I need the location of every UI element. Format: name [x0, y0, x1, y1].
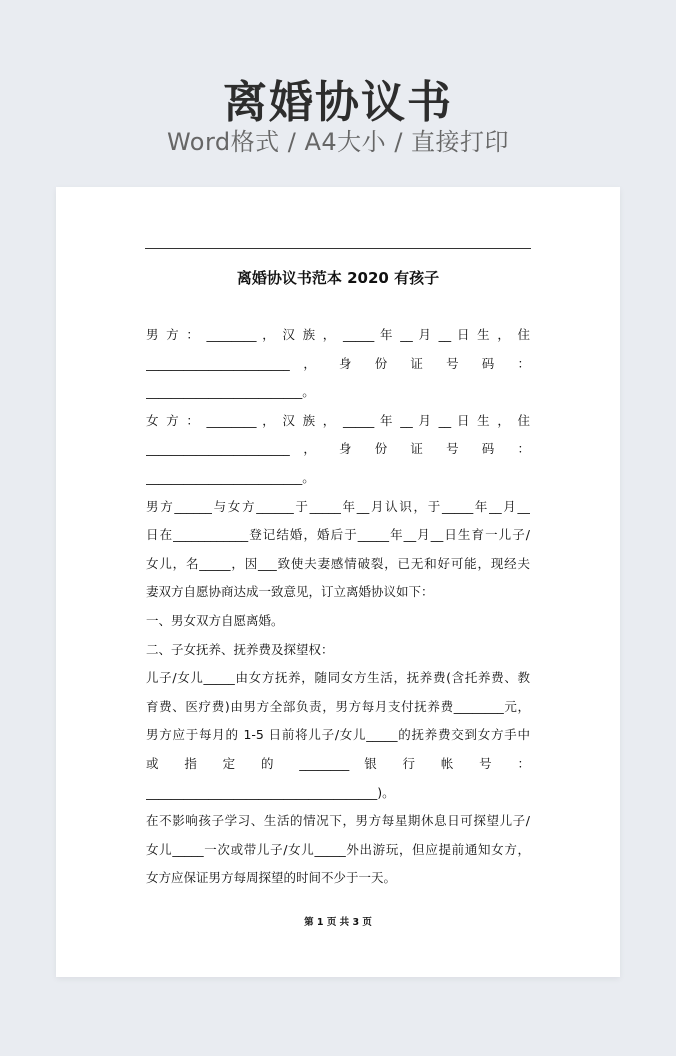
body-line: 女儿，名_____，因___致使夫妻感情破裂，已无和好可能，现经夫: [146, 555, 530, 571]
poster-title: 离婚协议书: [223, 77, 453, 128]
body-line: 女方应保证男方每周探望的时间不少于一天。: [146, 870, 397, 886]
body-line: 妻双方自愿协商达成一致意见，订立离婚协议如下：: [146, 584, 434, 600]
body-line: _______________________ ， 身 份 证 号 码 ：: [146, 355, 530, 371]
body-line: 女儿_____一次或带儿子/女儿_____外出游玩，但应提前通知女方，: [146, 841, 530, 857]
body-line: 育费、医疗费)由男方全部负责，男方每月支付抚养费________元，: [146, 698, 530, 714]
body-line: _____________________________________)。: [146, 784, 395, 800]
body-line: 一、男女双方自愿离婚。: [146, 612, 284, 628]
body-line: 女 方 ： ________ ， 汉 族 ， _____ 年 __ 月 __ 日 生 ， 住: [146, 412, 530, 428]
body-line: _________________________。: [146, 469, 315, 485]
body-line: 二、子女抚养、抚养费及探望权：: [146, 641, 334, 657]
document-title: 离婚协议书范本 2020 有孩子: [236, 269, 440, 287]
body-line: 男方______与女方______于_____年__月认识，于_____年__月__: [146, 498, 530, 514]
body-line: _________________________。: [146, 384, 315, 400]
poster-subtitle: Word格式 / A4大小 / 直接打印: [166, 128, 510, 156]
body-line: _______________________ ， 身 份 证 号 码 ：: [146, 441, 530, 457]
page-number: 第 1 页 共 3 页: [304, 917, 372, 928]
body-line: 男方应于每月的 1-5 日前将儿子/女儿_____的抚养费交到女方手中: [146, 727, 530, 743]
body-line: 日在____________登记结婚，婚后于_____年__月__日生育一儿子/: [146, 527, 530, 543]
body-line: 或 指 定 的 ________ 银 行 帐 号 ：: [146, 755, 530, 771]
document-body: [146, 321, 530, 893]
body-line: 在不影响孩子学习、生活的情况下，男方每星期休息日可探望儿子/: [146, 813, 530, 829]
document-page: [56, 187, 620, 977]
header-rule: [145, 248, 531, 249]
body-line: 儿子/女儿_____由女方抚养，随同女方生活，抚养费(含托养费、教: [146, 670, 530, 686]
body-line: 男 方 ： ________ ， 汉 族 ， _____ 年 __ 月 __ 日 生 ， 住: [146, 327, 530, 342]
